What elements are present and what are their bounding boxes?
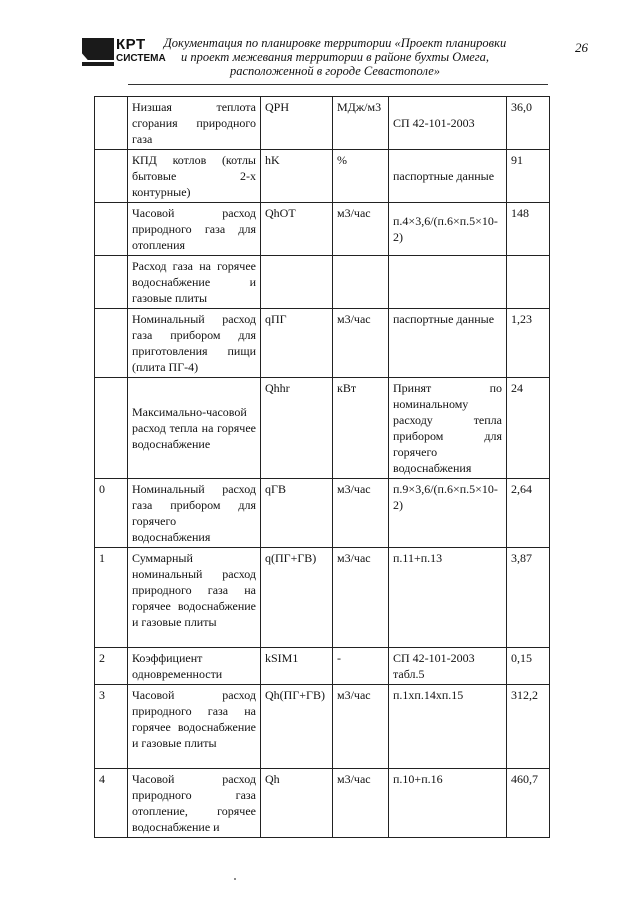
unit-cell: кВт (333, 378, 389, 479)
parameter-name-cell: Низшая теплота сгорания природного газа (128, 97, 261, 150)
parameter-name-cell: Номинальный расход газа прибором для горячего водоснабжения (128, 479, 261, 548)
source-cell: СП 42-101-2003 табл.5 (389, 648, 507, 685)
unit-cell: % (333, 150, 389, 203)
row-number-cell (95, 203, 128, 256)
parameter-name-cell: Коэффициент одновременности (128, 648, 261, 685)
unit-cell: м3/час (333, 685, 389, 769)
parameter-name-cell: Расход газа на горячее водоснабжение и газовые плиты (128, 256, 261, 309)
symbol-cell: hK (261, 150, 333, 203)
value-cell: 312,2 (507, 685, 550, 769)
symbol-cell: qПГ (261, 309, 333, 378)
table-row (95, 97, 550, 150)
row-number-cell: 3 (95, 685, 128, 769)
table-row (95, 685, 550, 769)
document-title-line: расположенной в городе Севастополе» (229, 64, 441, 78)
document-title-line: и проект межевания территории в районе бухты Омега, (180, 50, 490, 64)
unit-cell (333, 256, 389, 309)
value-cell: 36,0 (507, 97, 550, 150)
symbol-cell: q(ПГ+ГВ) (261, 548, 333, 648)
table-row (95, 309, 550, 378)
parameter-name-cell: Часовой расход природного газа отопление, горячее водоснабжение и (128, 769, 261, 838)
source-cell (389, 256, 507, 309)
parameter-name-cell: Суммарный номинальный расход природного газа на горячее водоснабжение и газовые плиты (128, 548, 261, 648)
source-cell: п.1хп.14хп.15 (389, 685, 507, 769)
page-number: 26 (575, 40, 588, 55)
symbol-cell: Qh (261, 769, 333, 838)
source-cell: Принят по номинальному расходу тепла прибором для горячего водоснабжения (389, 378, 507, 479)
table-row (95, 378, 550, 479)
logo-mark-icon (82, 38, 114, 60)
value-cell (507, 256, 550, 309)
unit-cell: м3/час (333, 309, 389, 378)
scan-speck (234, 878, 236, 880)
table-row (95, 203, 550, 256)
unit-cell: м3/час (333, 479, 389, 548)
row-number-cell: 4 (95, 769, 128, 838)
row-number-cell: 1 (95, 548, 128, 648)
symbol-cell: QРН (261, 97, 333, 150)
source-cell: п.11+п.13 (389, 548, 507, 648)
table-row (95, 648, 550, 685)
row-number-cell (95, 256, 128, 309)
source-cell: п.10+п.16 (389, 769, 507, 838)
source-cell: паспортные данные (389, 309, 507, 378)
parameter-name-cell: Номинальный расход газа прибором для приготовления пищи (плита ПГ-4) (128, 309, 261, 378)
table-row (95, 150, 550, 203)
source-cell: п.9×3,6/(п.6×п.5×10-2) (389, 479, 507, 548)
row-number-cell (95, 97, 128, 150)
table-row (95, 548, 550, 648)
symbol-cell: QhОТ (261, 203, 333, 256)
row-number-cell (95, 150, 128, 203)
company-logo (82, 36, 166, 68)
parameter-name-cell: Часовой расход природного газа для отопления (128, 203, 261, 256)
source-cell: паспортные данные (389, 150, 507, 203)
value-cell: 2,64 (507, 479, 550, 548)
symbol-cell: qГВ (261, 479, 333, 548)
header-divider (128, 84, 548, 85)
row-number-cell (95, 378, 128, 479)
parameter-name-cell: Максимально-часовой расход тепла на горячее водоснабжение (128, 378, 261, 479)
value-cell: 3,87 (507, 548, 550, 648)
symbol-cell: Qhhr (261, 378, 333, 479)
value-cell: 1,23 (507, 309, 550, 378)
source-cell: СП 42-101-2003 (389, 97, 507, 150)
logo-text-line1: КРТ (116, 36, 146, 53)
unit-cell: м3/час (333, 548, 389, 648)
value-cell: 148 (507, 203, 550, 256)
value-cell: 91 (507, 150, 550, 203)
parameter-name-cell: КПД котлов (котлы бытовые 2-х контурные) (128, 150, 261, 203)
parameter-name-cell: Часовой расход природного газа на горячее водоснабжение и газовые плиты (128, 685, 261, 769)
unit-cell: - (333, 648, 389, 685)
table-row (95, 769, 550, 838)
unit-cell: МДж/м3 (333, 97, 389, 150)
table-row (95, 256, 550, 309)
value-cell: 0,15 (507, 648, 550, 685)
gas-consumption-table (94, 96, 550, 838)
document-title-line: Документация по планировке территории «Проект планировки (163, 36, 507, 50)
symbol-cell (261, 256, 333, 309)
value-cell: 460,7 (507, 769, 550, 838)
logo-bar-icon (82, 62, 114, 66)
logo-text-line2: СИСТЕМА (116, 53, 166, 64)
value-cell: 24 (507, 378, 550, 479)
symbol-cell: Qh(ПГ+ГВ) (261, 685, 333, 769)
symbol-cell: kSIM1 (261, 648, 333, 685)
unit-cell: м3/час (333, 769, 389, 838)
row-number-cell: 0 (95, 479, 128, 548)
row-number-cell: 2 (95, 648, 128, 685)
unit-cell: м3/час (333, 203, 389, 256)
row-number-cell (95, 309, 128, 378)
source-cell: п.4×3,6/(п.6×п.5×10-2) (389, 203, 507, 256)
table-row (95, 479, 550, 548)
document-title (160, 36, 510, 78)
